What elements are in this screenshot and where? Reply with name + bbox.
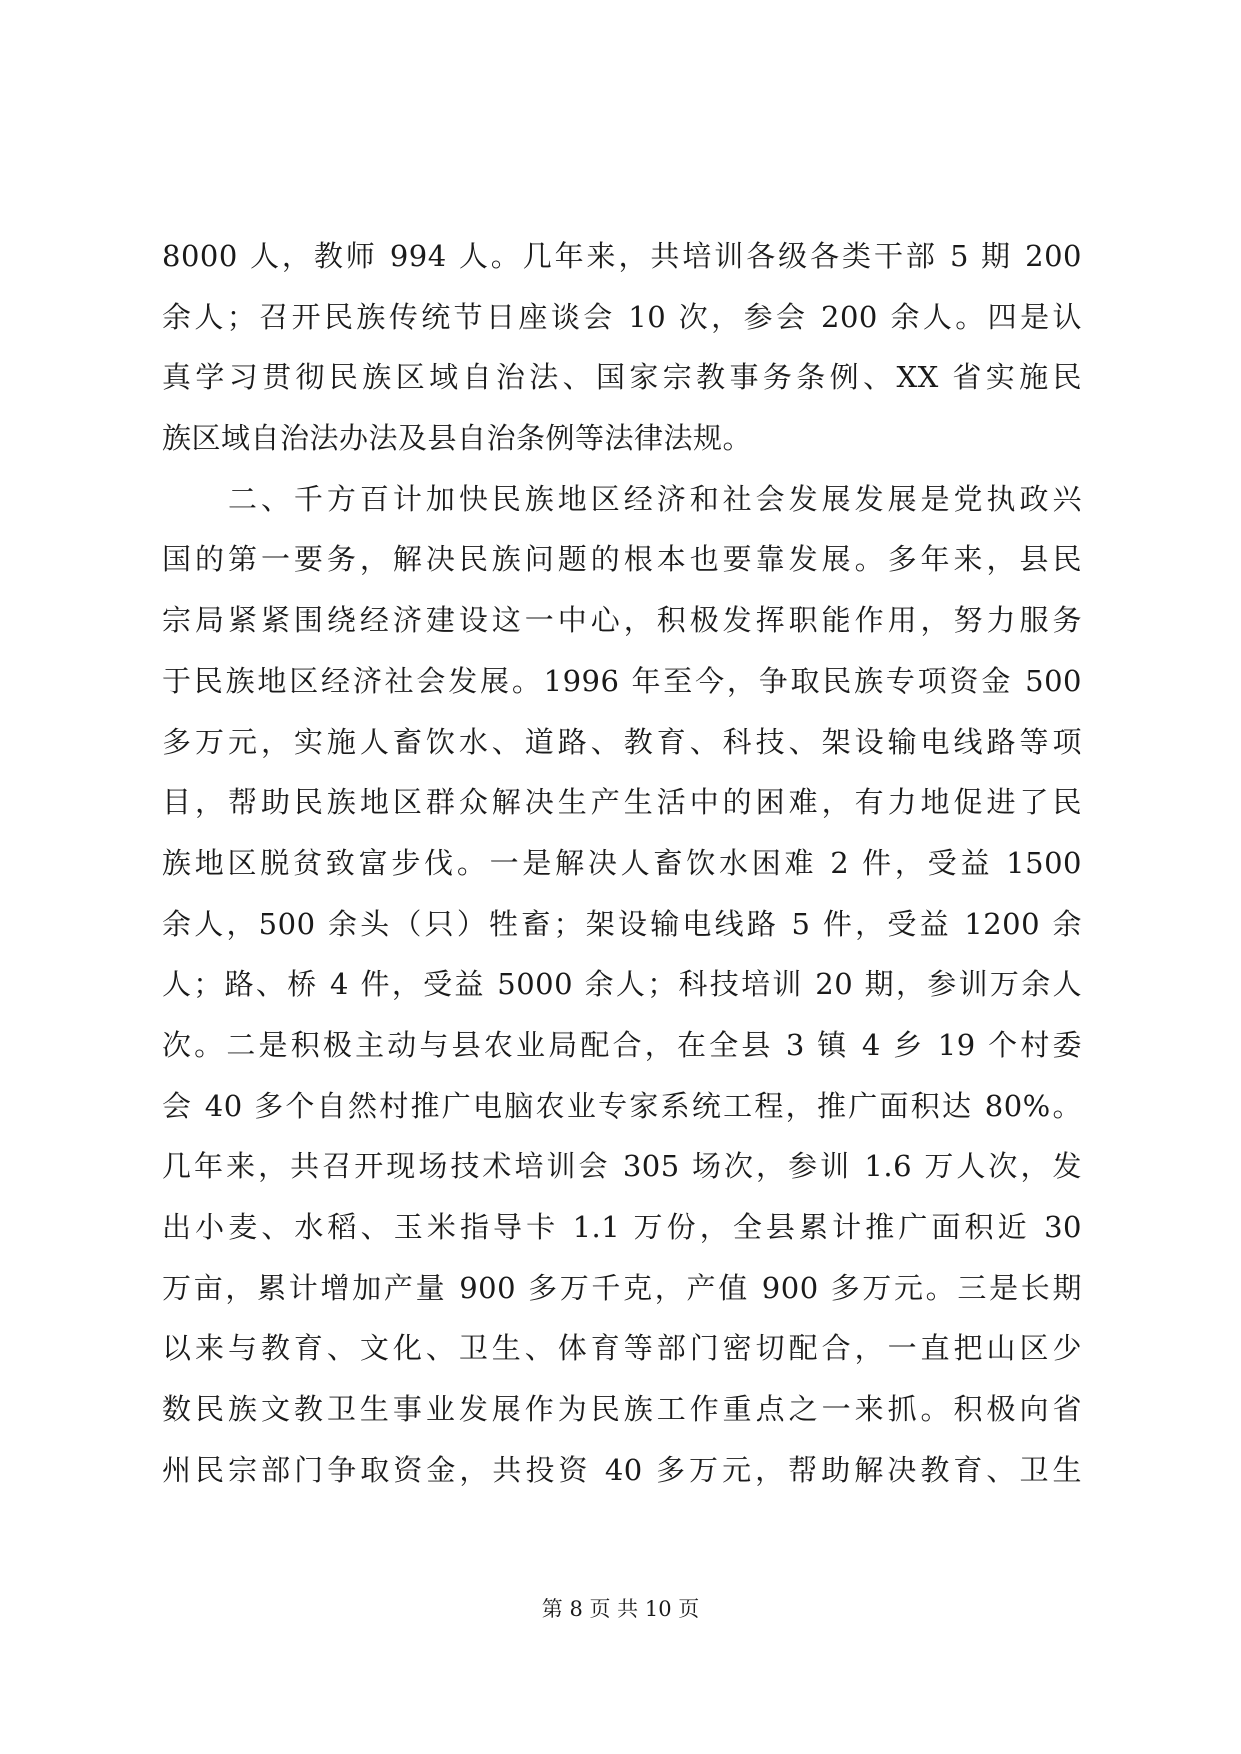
text-line: 真学习贯彻民族区域自治法、国家宗教事务条例、XX 省实施民 <box>162 360 1082 395</box>
text-line: 以来与教育、文化、卫生、体育等部门密切配合，一直把山区少 <box>162 1331 1082 1366</box>
text-line: 会 40 多个自然村推广电脑农业专家系统工程，推广面积达 80%。 <box>162 1088 1082 1123</box>
text-line: 数民族文教卫生事业发展作为民族工作重点之一来抓。积极向省 <box>162 1392 1082 1427</box>
text-line: 次。二是积极主动与县农业局配合，在全县 3 镇 4 乡 19 个村委 <box>162 1027 1082 1062</box>
text-line: 族区域自治法办法及县自治条例等法律法规。 <box>162 421 753 456</box>
text-line: 8000 人，教师 994 人。几年来，共培训各级各类干部 5 期 200 <box>162 239 1082 273</box>
text-line: 族地区脱贫致富步伐。一是解决人畜饮水困难 2 件，受益 1500 <box>162 845 1082 880</box>
text-line: 国的第一要务，解决民族问题的根本也要靠发展。多年来，县民 <box>162 542 1082 577</box>
page-number-footer: 第 8 页 共 10 页 <box>541 1597 700 1621</box>
text-line: 宗局紧紧围绕经济建设这一中心，积极发挥职能作用，努力服务 <box>162 603 1082 638</box>
text-line: 余人；召开民族传统节日座谈会 10 次，参会 200 余人。四是认 <box>162 299 1082 334</box>
text-line: 出小麦、水稻、玉米指导卡 1.1 万份，全县累计推广面积近 30 <box>162 1210 1082 1244</box>
text-line: 人；路、桥 4 件，受益 5000 余人；科技培训 20 期，参训万余人 <box>162 967 1082 1002</box>
text-line: 二、千方百计加快民族地区经济和社会发展发展是党执政兴 <box>162 481 1082 516</box>
text-line: 几年来，共召开现场技术培训会 305 场次，参训 1.6 万人次，发 <box>162 1149 1082 1184</box>
text-line: 州民宗部门争取资金，共投资 40 多万元，帮助解决教育、卫生 <box>162 1452 1082 1487</box>
text-line: 目，帮助民族地区群众解决生产生活中的困难，有力地促进了民 <box>162 785 1082 820</box>
text-line: 多万元，实施人畜饮水、道路、教育、科技、架设输电线路等项 <box>162 724 1082 759</box>
text-line: 万亩，累计增加产量 900 多万千克，产值 900 多万元。三是长期 <box>162 1270 1082 1305</box>
document-body <box>162 226 1082 1500</box>
text-line: 于民族地区经济社会发展。1996 年至今，争取民族专项资金 500 <box>162 663 1082 698</box>
text-line: 余人，500 余头（只）牲畜；架设输电线路 5 件，受益 1200 余 <box>162 906 1082 941</box>
